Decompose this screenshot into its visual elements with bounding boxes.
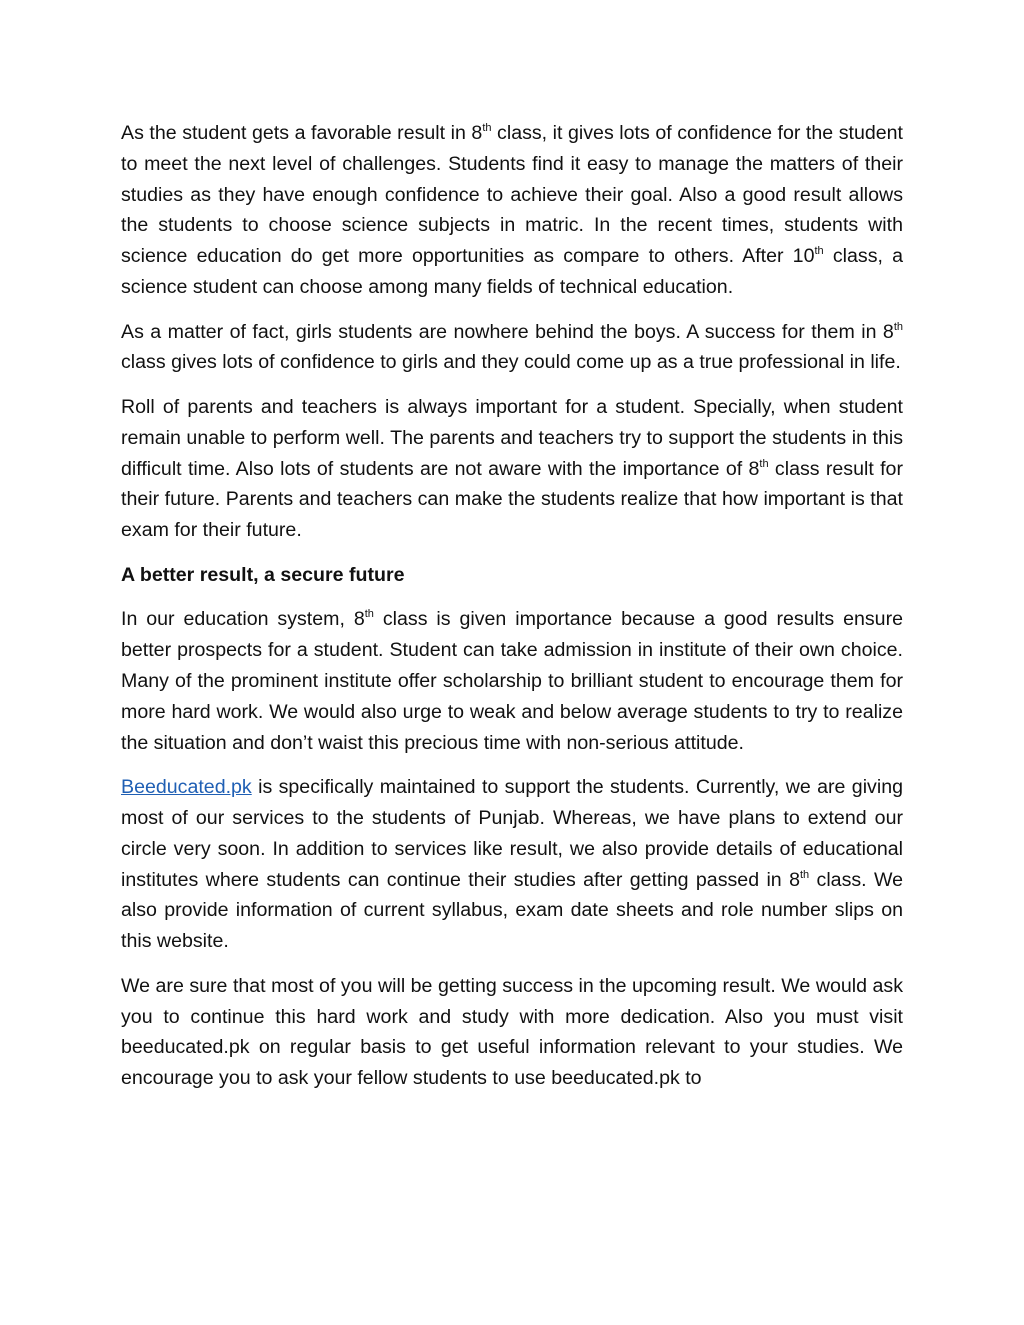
paragraph-text: is specifically maintained to support the students. Currently, we are giving most of our services to the students of Punjab. Whereas, we have plans to extend our circle very soon. In addition to services like result, we also provide details of educational institutes where students can continue their studies after getting passed in 8 bbox=[121, 776, 903, 891]
ordinal-suffix: th bbox=[759, 457, 769, 470]
ordinal-suffix: th bbox=[799, 868, 810, 881]
paragraph-text: class result for their future. Parents and teachers can make the students realize that how important is that exam for their future. bbox=[121, 457, 903, 542]
ordinal-suffix: th bbox=[893, 320, 903, 333]
paragraph-education-system bbox=[121, 604, 903, 758]
paragraph-beeducated bbox=[121, 772, 903, 957]
paragraph-parents-teachers bbox=[121, 392, 903, 546]
paragraph-girls-students bbox=[121, 317, 903, 379]
paragraph-favorable-result bbox=[121, 118, 903, 303]
paragraph-text: class is given importance because a good results ensure better prospects for a student. Student can take admission in institute of their own choice. Many of the prominent institute offer scholarship to brilliant student to encourage them for more hard work. We would also urge to weak and below average students to try to realize the situation and don’t waist this precious time with non-serious attitude. bbox=[121, 608, 903, 754]
ordinal-suffix: th bbox=[482, 122, 492, 134]
ordinal-suffix: th bbox=[364, 608, 374, 621]
ordinal-suffix: th bbox=[814, 245, 824, 258]
paragraph-upcoming-result bbox=[121, 971, 903, 1094]
paragraph-text: class, a science student can choose among many fields of technical education. bbox=[121, 245, 904, 298]
paragraph-text: As a matter of fact, girls students are nowhere behind the boys. A success for them in 8 bbox=[121, 320, 894, 343]
paragraph-text: class. We also provide information of current syllabus, exam date sheets and role number slips on this website. bbox=[121, 868, 903, 953]
section-heading: A better result, a secure future bbox=[121, 563, 405, 586]
paragraph-text: As the student gets a favorable result in 8 bbox=[121, 122, 483, 144]
paragraph-text: In our education system, 8 bbox=[121, 608, 365, 631]
paragraph-text: class gives lots of confidence to girls and they could come up as a true professional in life. bbox=[121, 351, 901, 374]
paragraph-text: Roll of parents and teachers is always important for a student. Specially, when student remain unable to perform well. The parents and teachers try to support the students in this difficult time. Also lots of students are not aware with the importance of 8 bbox=[121, 395, 903, 480]
beeducated-link[interactable]: Beeducated.pk bbox=[121, 776, 252, 799]
document-page bbox=[121, 118, 903, 1108]
paragraph-text: We are sure that most of you will be getting success in the upcoming result. We would ask you to continue this hard work and study with more dedication. Also you must visit beeducated.pk on regular basis to get useful information relevant to your studies. We encourage you to ask your fellow students to use beeducated.pk to bbox=[121, 974, 903, 1090]
paragraph-text: class, it gives lots of confidence for the student to meet the next level of challenges. Students find it easy to manage the matters of their studies as they have enough confidence to achieve their goal. Also a good result allows the students to choose science subjects in matric. In the recent times, students with science education do get more opportunities as compare to others. After 10 bbox=[121, 122, 903, 268]
